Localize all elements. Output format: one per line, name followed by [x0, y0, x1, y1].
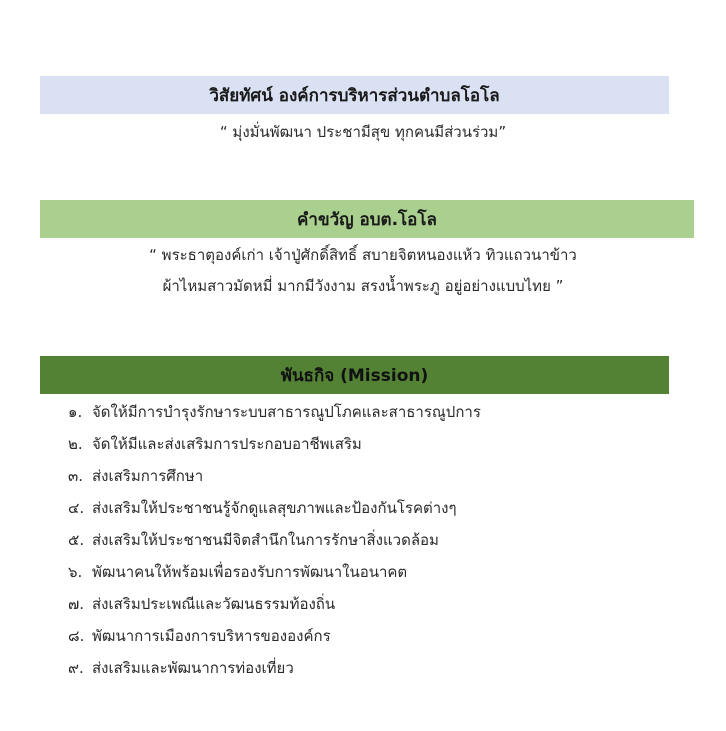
motto-line-2: ผ้าไหมสาวมัดหมี่ มากมีวังงาม สรงน้ำพระภู อยู่อย่างแบบไทย ”	[162, 277, 564, 295]
motto-heading: คำขวัญ อบต.โอโล	[40, 200, 694, 238]
motto-line-1: “ พระธาตุองค์เก่า เจ้าปู่ศักดิ์สิทธิ์ สบายจิตหนองแห้ว ทิวแถวนาข้าว	[149, 246, 577, 264]
mission-heading: พันธกิจ (Mission)	[40, 356, 669, 394]
mission-number: ๔.	[68, 499, 85, 517]
mission-item	[68, 620, 481, 652]
mission-item	[68, 492, 481, 524]
mission-text: พัฒนาคนให้พร้อมเพื่อรองรับการพัฒนาในอนาคต	[92, 563, 408, 581]
mission-item	[68, 588, 481, 620]
mission-item	[68, 396, 481, 428]
mission-number: ๓.	[68, 467, 84, 485]
mission-list	[68, 396, 481, 684]
mission-text: พัฒนาการเมืองการบริหารขององค์กร	[92, 627, 331, 645]
mission-text: ส่งเสริมและพัฒนาการท่องเที่ยว	[92, 659, 294, 677]
mission-item	[68, 524, 481, 556]
mission-number: ๑.	[68, 403, 83, 421]
mission-number: ๙.	[68, 659, 84, 677]
mission-text: ส่งเสริมให้ประชาชนรู้จักดูแลสุขภาพและป้องกันโรคต่างๆ	[92, 499, 457, 517]
mission-item	[68, 428, 481, 460]
mission-number: ๗.	[68, 595, 85, 613]
mission-number: ๘.	[68, 627, 85, 645]
mission-text: จัดให้มีและส่งเสริมการประกอบอาชีพเสริม	[92, 435, 362, 453]
vision-heading: วิสัยทัศน์ องค์การบริหารส่วนตำบลโอโล	[40, 76, 669, 114]
vision-statement: “ มุ่งมั่นพัฒนา ประชามีสุข ทุกคนมีส่วนร่วม”	[219, 123, 507, 141]
mission-item	[68, 460, 481, 492]
mission-item	[68, 556, 481, 588]
mission-number: ๕.	[68, 531, 85, 549]
mission-number: ๒.	[68, 435, 83, 453]
mission-text: ส่งเสริมประเพณีและวัฒนธรรมท้องถิ่น	[92, 595, 336, 613]
mission-number: ๖.	[68, 563, 83, 581]
mission-item	[68, 652, 481, 684]
mission-text: ส่งเสริมให้ประชาชนมีจิตสำนึกในการรักษาสิ่งแวดล้อม	[92, 531, 439, 549]
mission-text: จัดให้มีการบำรุงรักษาระบบสาธารณูปโภคและสาธารณูปการ	[92, 403, 481, 421]
mission-text: ส่งเสริมการศึกษา	[92, 467, 204, 485]
